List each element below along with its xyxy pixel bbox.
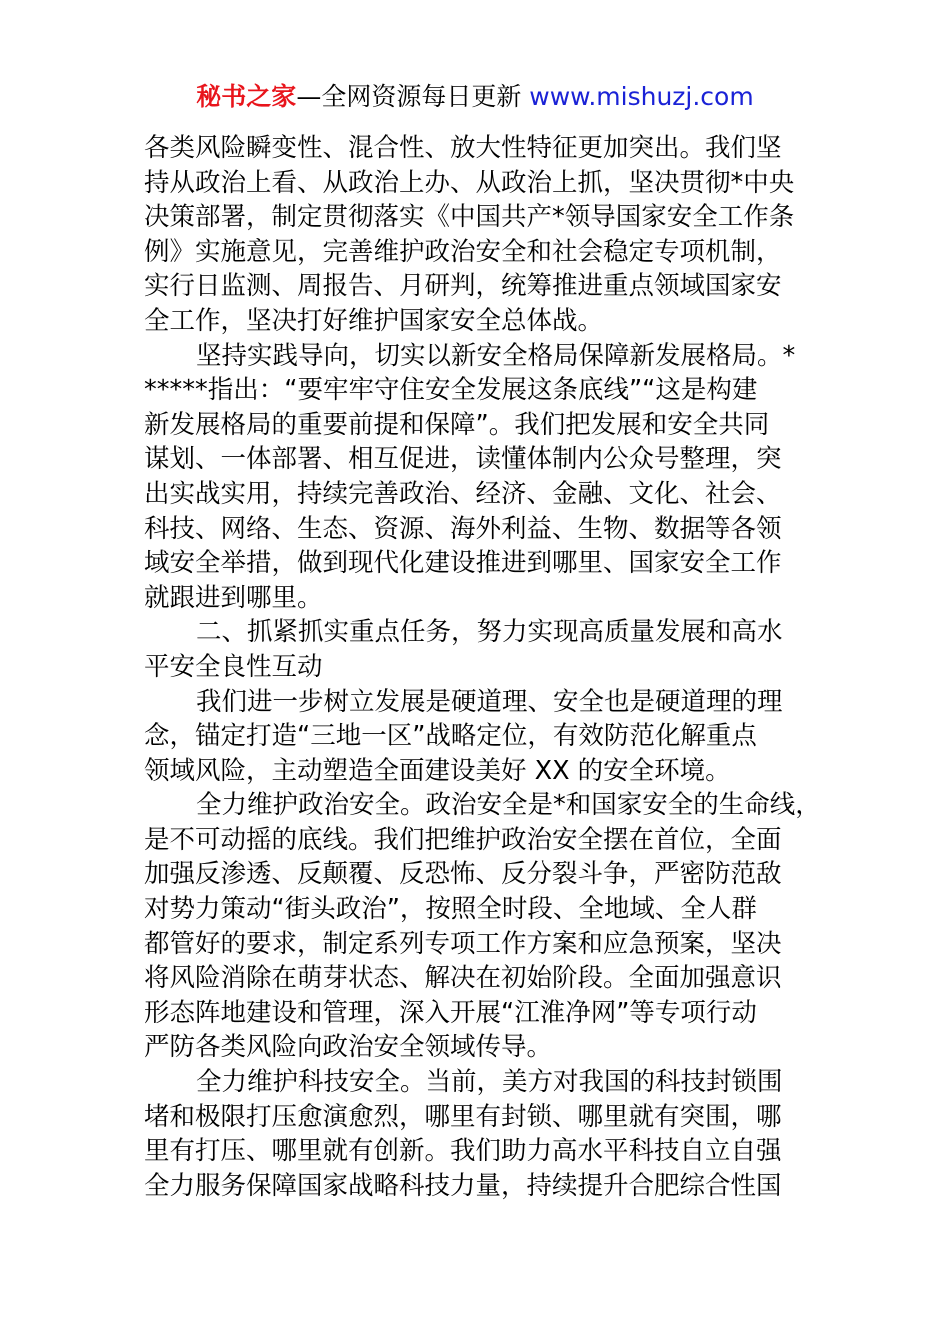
text-line: 加强反渗透、反颠覆、反恐怖、反分裂斗争，严密防范敌 [144,859,782,890]
text-line: 念，锚定打造“三地一区”战略定位，有效防范化解重点 [144,721,757,752]
text-line: 持从政治上看、从政治上办、从政治上抓，坚决贯彻*中央 [144,167,795,198]
document-body [144,131,821,1203]
text-line: 决策部署，制定贯彻落实《中国共产*领导国家安全工作条 [144,202,795,233]
site-tagline: —全网资源每日更新 [296,82,522,111]
text-line: 就跟进到哪里。 [144,582,323,613]
text-line: 实行日监测、周报告、月研判，统筹推进重点领域国家安 [144,271,782,302]
text-line: 各类风险瞬变性、混合性、放大性特征更加突出。我们坚 [144,133,782,163]
text-line: 全工作，坚决打好维护国家安全总体战。 [144,305,604,336]
text-line: 坚持实践导向，切实以新安全格局保障新发展格局。* [196,340,796,371]
text-line: 平安全良性互动 [144,651,323,682]
text-line: 全力服务保障国家战略科技力量，持续提升合肥综合性国 [144,1170,782,1201]
text-line: 科技、网络、生态、资源、海外利益、生物、数据等各领 [144,513,782,544]
text-line: 例》实施意见，完善维护政治安全和社会稳定专项机制， [144,236,782,267]
text-line: 形态阵地建设和管理，深入开展“江淮净网”等专项行动 [144,997,757,1028]
text-line: 都管好的要求，制定系列专项工作方案和应急预案，坚决 [144,928,782,959]
text-line: 新发展格局的重要前提和保障”。我们把发展和安全共同 [144,409,770,440]
text-line: 全力维护科技安全。当前，美方对我国的科技封锁围 [196,1067,783,1098]
text-line: 域安全举措，做到现代化建设推进到哪里、国家安全工作 [144,548,782,579]
text-line: 谋划、一体部署、相互促进，读懂体制内公众号整理，突 [144,444,782,475]
text-line: 堵和极限打压愈演愈烈，哪里有封锁、哪里就有突围，哪 [144,1101,782,1132]
text-line: 对势力策动“街头政治”，按照全时段、全地域、全人群 [144,894,757,925]
text-line: 将风险消除在萌芽状态、解决在初始阶段。全面加强意识 [144,963,782,994]
text-line: 是不可动摇的底线。我们把维护政治安全摆在首位，全面 [144,824,782,855]
text-line: 我们进一步树立发展是硬道理、安全也是硬道理的理 [196,686,783,717]
text-line: 领域风险，主动塑造全面建设美好 XX 的安全环境。 [144,755,731,786]
text-line: *****指出：“要牢牢守住安全发展这条底线”“这是构建 [144,375,758,406]
text-line: 里有打压、哪里就有创新。我们助力高水平科技自立自强 [144,1136,782,1167]
text-line: 全力维护政治安全。政治安全是*和国家安全的生命线， [196,790,821,821]
site-url-link[interactable]: www.mishuzj.com [529,82,754,111]
site-header [0,80,950,114]
text-line: 严防各类风险向政治安全领域传导。 [144,1032,553,1063]
site-brand: 秘书之家 [196,82,297,111]
text-line: 出实战实用，持续完善政治、经济、金融、文化、社会、 [144,478,782,509]
text-line: 二、抓紧抓实重点任务，努力实现高质量发展和高水 [196,617,783,648]
